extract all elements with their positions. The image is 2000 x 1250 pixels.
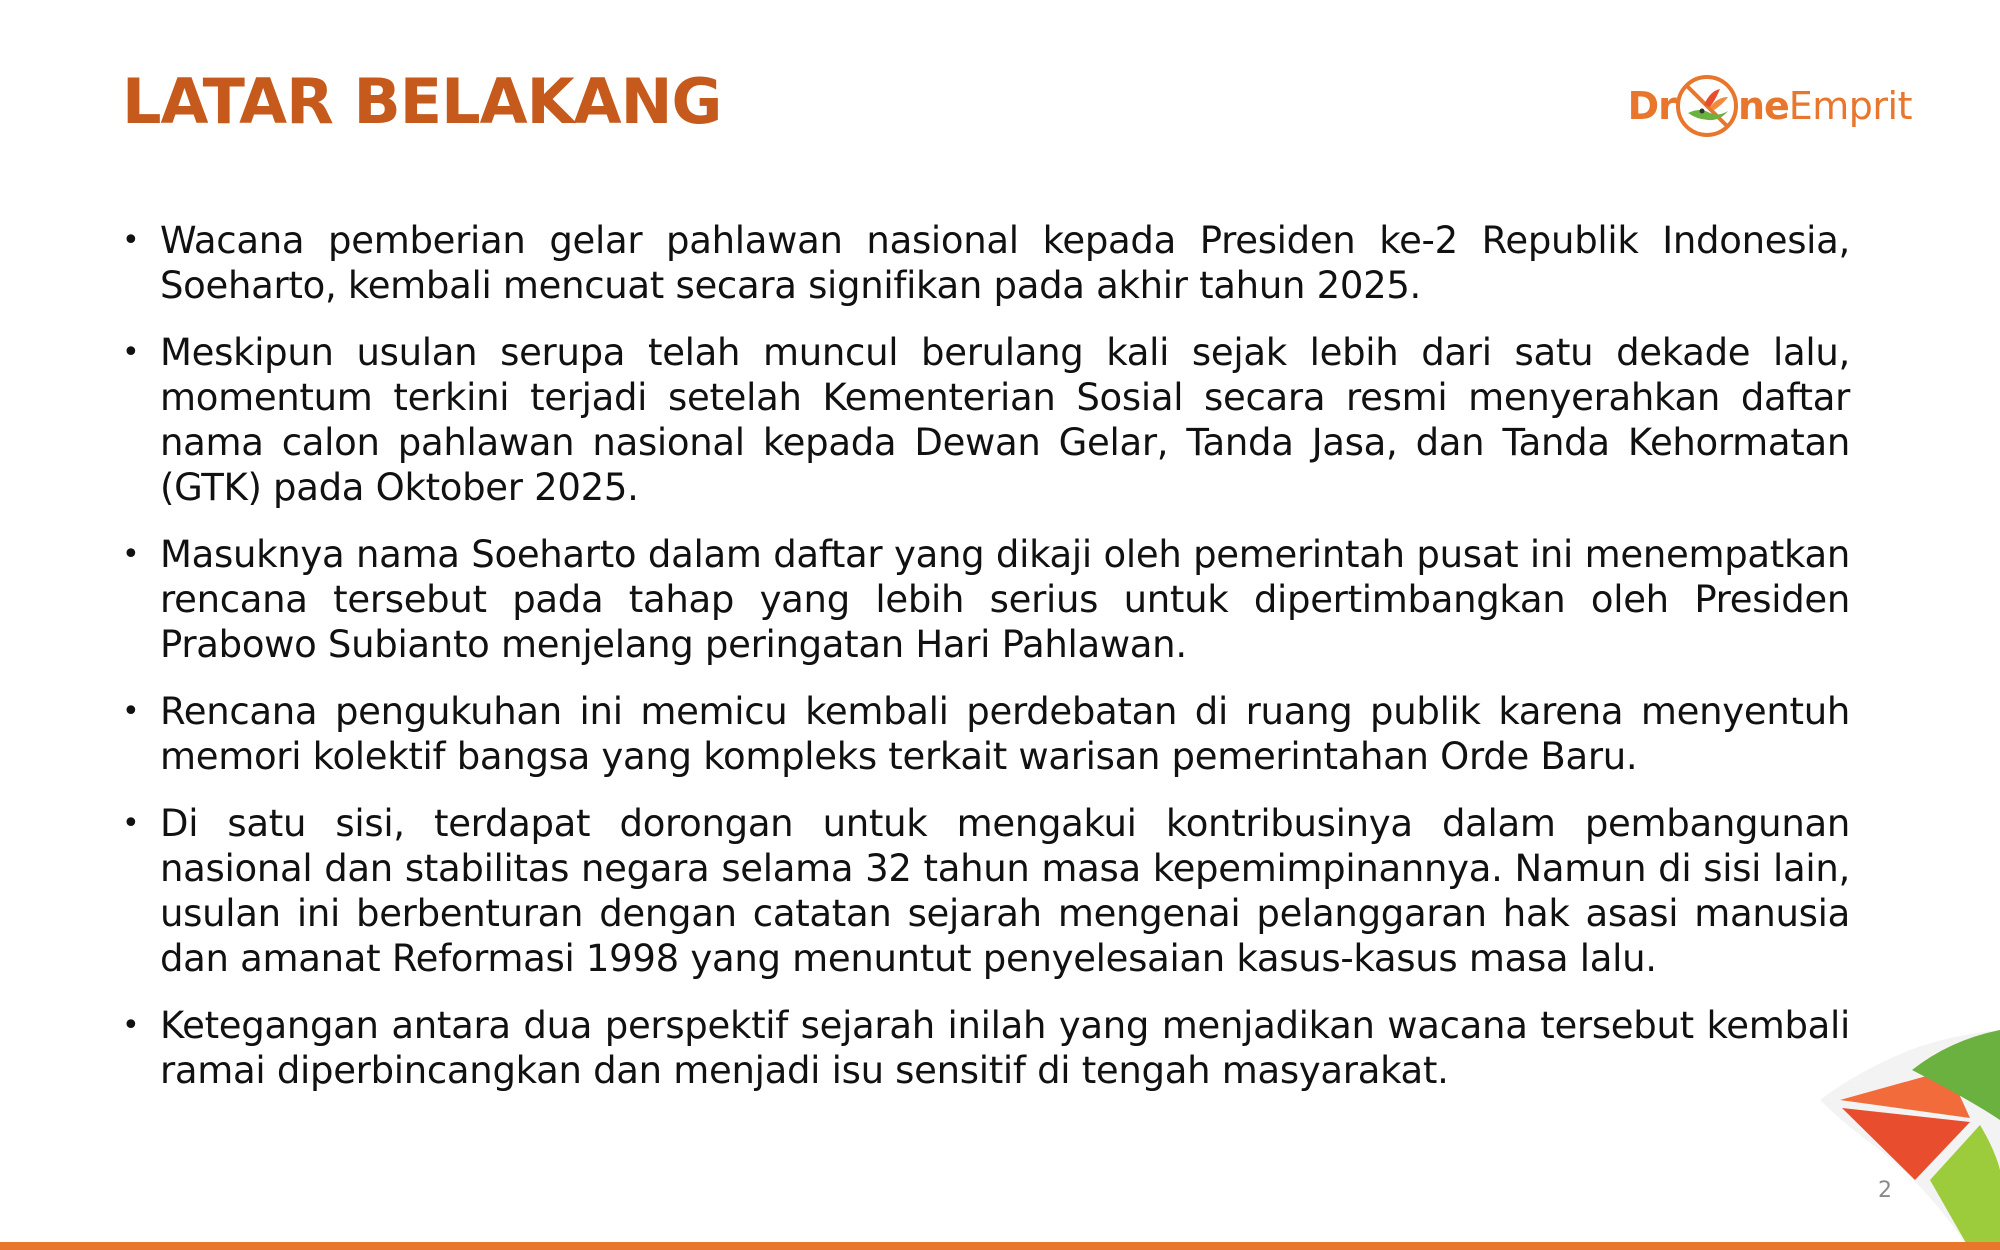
bullet-item [122,532,1850,667]
bullet-item [122,801,1850,981]
page-title: LATAR BELAKANG [122,65,722,138]
bullet-item [122,330,1850,510]
bullet-text: Masuknya nama Soeharto dalam daftar yang dikaji oleh pemerintah pusat ini menempatkan rencana tersebut pada tahap yang lebih serius untuk dipertimbangkan oleh Presiden Prabowo Subianto menjelang peringatan Hari Pahlawan. [160,533,1850,666]
leaf-corner-decoration [1820,1030,2000,1250]
bullet-dot: • [122,335,140,370]
bullet-item [122,218,1850,308]
logo-text-part2: ne [1737,84,1789,128]
bullet-text: Di satu sisi, terdapat dorongan untuk mengakui kontribusinya dalam pembangunan nasional dan stabilitas negara selama 32 tahun masa kepemimpinannya. Namun di sisi lain, usulan ini berbenturan dengan catatan sejarah mengenai pelanggaran hak asasi manusia dan amanat Reformasi 1998 yang menuntut penyelesaian kasus-kasus masa lalu. [160,802,1850,980]
bullet-item [122,1003,1850,1093]
bullet-list [122,218,1850,1115]
drone-emprit-logo [1628,70,1912,142]
logo-text-part1: Dr [1627,84,1676,128]
bottom-accent-bar [0,1242,2000,1250]
bullet-dot: • [122,694,140,729]
bullet-text: Meskipun usulan serupa telah muncul berulang kali sejak lebih dari satu dekade lalu, momentum terkini terjadi setelah Kementerian Sosial secara resmi menyerahkan daftar nama calon pahlawan nasional kepada Dewan Gelar, Tanda Jasa, dan Tanda Kehormatan (GTK) pada Oktober 2025. [160,331,1850,509]
bullet-text: Ketegangan antara dua perspektif sejarah inilah yang menjadikan wacana tersebut kembali ramai diperbincangkan dan menjadi isu sensitif di tengah masyarakat. [160,1004,1850,1092]
drone-bird-logo-icon [1674,73,1740,139]
bullet-dot: • [122,806,140,841]
bullet-dot: • [122,223,140,258]
bullet-dot: • [122,537,140,572]
page-number: 2 [1878,1178,1892,1203]
logo-text-part3: Emprit [1788,84,1912,128]
bullet-text: Wacana pemberian gelar pahlawan nasional kepada Presiden ke-2 Republik Indonesia, Soeharto, kembali mencuat secara signifikan pada akhir tahun 2025. [160,219,1850,307]
bullet-dot: • [122,1008,140,1043]
bullet-text: Rencana pengukuhan ini memicu kembali perdebatan di ruang publik karena menyentuh memori kolektif bangsa yang kompleks terkait warisan pemerintahan Orde Baru. [160,690,1850,778]
bullet-item [122,689,1850,779]
